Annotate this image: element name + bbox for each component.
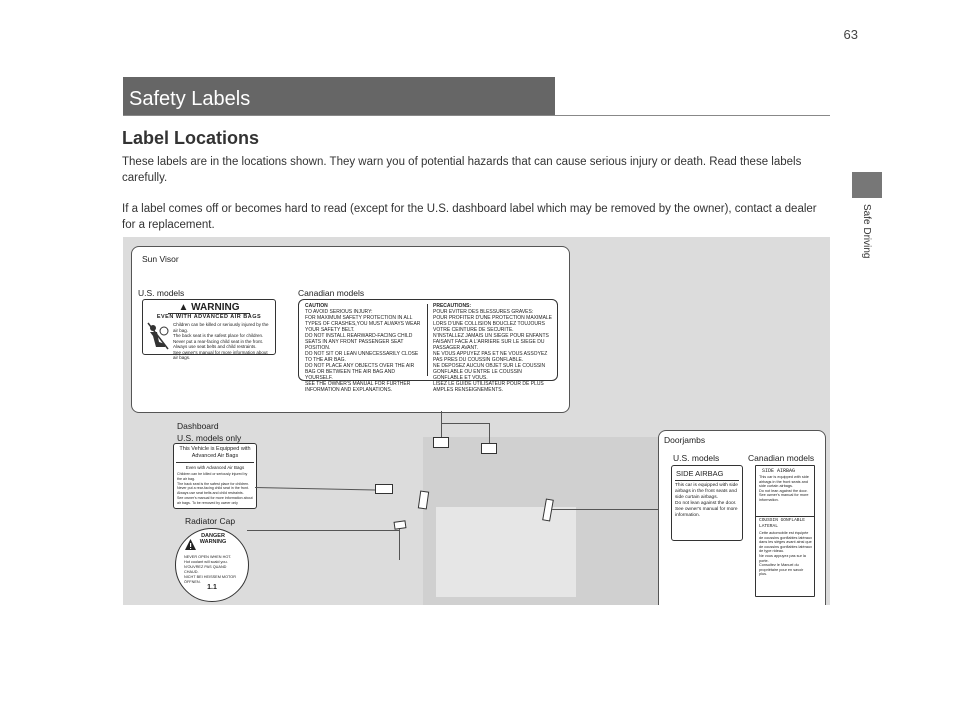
- us-visor-warning-lines: Children can be killed or seriously injured by the air bag. The back seat is the safest place for children. Never put a rear-facing child seat in the front. Always use seat belts and child restraints. See owner's manual for more information about air bags.: [173, 322, 269, 360]
- us-visor-warning-title: WARNING: [191, 302, 240, 313]
- side-tab-marker: [852, 172, 882, 198]
- us-visor-warning-sub: EVEN WITH ADVANCED AIR BAGS: [156, 314, 262, 320]
- radiator-cap-pressure: 1.1: [207, 584, 217, 591]
- dashboard-label-foot: To be removed by owner only: [192, 501, 238, 505]
- canadian-side-airbag-head: SIDE AIRBAG: [762, 468, 796, 474]
- sun-visor-title: Sun Visor: [142, 254, 179, 264]
- dashboard-label-head: This Vehicle is Equipped with Advanced Air Bags: [179, 446, 251, 459]
- sun-visor-callout: [131, 246, 570, 413]
- warning-triangle-icon: ▲: [178, 302, 189, 313]
- us-side-airbag-head: SIDE AIRBAG: [676, 469, 724, 478]
- canadian-side-airbag-lines-fr: Cette automobile est équipée de coussins gonflables latéraux dans les sièges avant ainsi que de coussins gonflables latéraux de type rideau. Ne vous appuyez pas sur la porte. Consultez le Manuel du propriétaire pour en savoir plus.: [759, 531, 812, 577]
- page-number: 63: [843, 27, 858, 42]
- page-title: Label Locations: [122, 128, 260, 148]
- us-side-airbag-label: [671, 465, 743, 541]
- doorjambs-title: Doorjambs: [664, 435, 706, 445]
- canadian-visor-caution-label: [298, 299, 558, 393]
- sun-visor-canadian-label: Canadian models: [298, 288, 365, 298]
- canadian-side-airbag-head-fr: COUSSIN GONFLABLE LATERAL: [759, 518, 805, 529]
- dashboard-title: Dashboard U.S. models only: [177, 421, 242, 443]
- dashboard-label: [173, 443, 257, 509]
- doorjambs-callout: [658, 430, 826, 605]
- doorjambs-canadian-label: Canadian models: [748, 453, 815, 463]
- caution-text: CAUTION TO AVOID SERIOUS INJURY: FOR MAXIMUM SAFETY PROTECTION IN ALL TYPES OF CRASHES,YOU MUST ALWAYS WEAR YOUR SAFETY BELT. DO NOT INSTALL REARWARD-FACING CHILD SEATS IN ANY FRONT PASSENGER SEAT POSITION. DO NOT SIT OR LEAN UNNECESSARILY CLOSE TO THE AIR BAG. DO NOT PLACE ANY OBJECTS OVER THE AIR BAG OR BETWEEN THE AIR BAG AND YOURSELF. SEE THE OWNER'S MANUAL FOR FURTHER INFORMATION AND EXPLANATIONS.: [305, 303, 421, 393]
- warning-triangle-icon: [185, 537, 196, 548]
- section-header: Safety Labels: [123, 77, 555, 115]
- radiator-cap-label: [175, 528, 249, 602]
- us-visor-warning-label: [142, 299, 276, 360]
- side-tab-label: Safe Driving: [861, 204, 872, 259]
- car-window-shade: [436, 507, 576, 597]
- label-divider: [427, 304, 428, 376]
- dashboard-label-lines: Children can be killed or seriously injured by the air bag. The back seat is the safest place for children. Never put a rear-facing child seat in the front. Always use seat belts and child restraints. See owner's manual for more information about air bags.: [177, 472, 253, 505]
- paragraph-replacement: If a label comes off or becomes hard to read (except for the U.S. dashboard label which may be removed by the owner), contact a dealer for a replacement.: [122, 203, 817, 231]
- radiator-cap-title: Radiator Cap: [185, 516, 236, 526]
- canadian-side-airbag-label: [755, 465, 815, 597]
- canadian-side-airbag-lines: This car is equipped with side airbags in the front seats and side curtain airbags. Do not lean against the door. See owner's manual for more information.: [759, 475, 809, 502]
- sun-visor-us-label: U.S. models: [138, 288, 185, 298]
- dashboard-marker: [375, 484, 393, 494]
- radiator-cap-danger: DANGER WARNING: [199, 533, 227, 545]
- radiator-cap-marker: [394, 520, 407, 530]
- sun-visor-marker-right: [481, 443, 497, 454]
- radiator-cap-lines: NEVER OPEN WHEN HOT. Hot coolant will scald you. N'OUVREZ PAS QUAND CHAUD. NICHT BEI HEISSEM MOTOR ÖFFNEN.: [184, 555, 236, 584]
- label-location-diagram: [123, 237, 830, 605]
- header-rule: [123, 115, 830, 116]
- sun-visor-marker-left: [433, 437, 449, 448]
- us-side-airbag-lines: This car is equipped with side airbags in the front seats and side curtain airbags. Do not lean against the door. See owner's manual for more information.: [675, 483, 738, 518]
- child-seat-airbag-icon: [147, 322, 169, 350]
- dashboard-label-sub: Even with Advanced Air Bags: [185, 465, 245, 470]
- doorjambs-us-label: U.S. models: [673, 453, 720, 463]
- paragraph-intro: These labels are in the locations shown. They warn you of potential hazards that can cause serious injury or death. Read these labels carefully.: [122, 156, 802, 184]
- precautions-text: PRECAUTIONS: POUR EVITER DES BLESSURES GRAVES: POUR PROFITER D'UNE PROTECTION MAXIMALE LORS D'UNE COLLISION BOUCLEZ TOUJOURS VOTRE CEINTURE DE SECURITE. N'INSTALLEZ JAMAIS UN SIEGE POUR ENFANTS FAISANT FACE A L'ARRIERE SUR LE SIEGE DU PASSAGER AVANT. NE VOUS APPUYEZ PAS ET NE VOUS ASSOYEZ PAS PRES DU COUSSIN GONFLABLE. NE DEPOSEZ AUCUN OBJET SUR LE COUSSIN GONFLABLE OU ENTRE LE COUSSIN GONFLABLE ET VOUS. LISEZ LE GUIDE UTILISATEUR POUR DE PLUS AMPLES RENSEIGNEMENTS.: [433, 303, 553, 393]
